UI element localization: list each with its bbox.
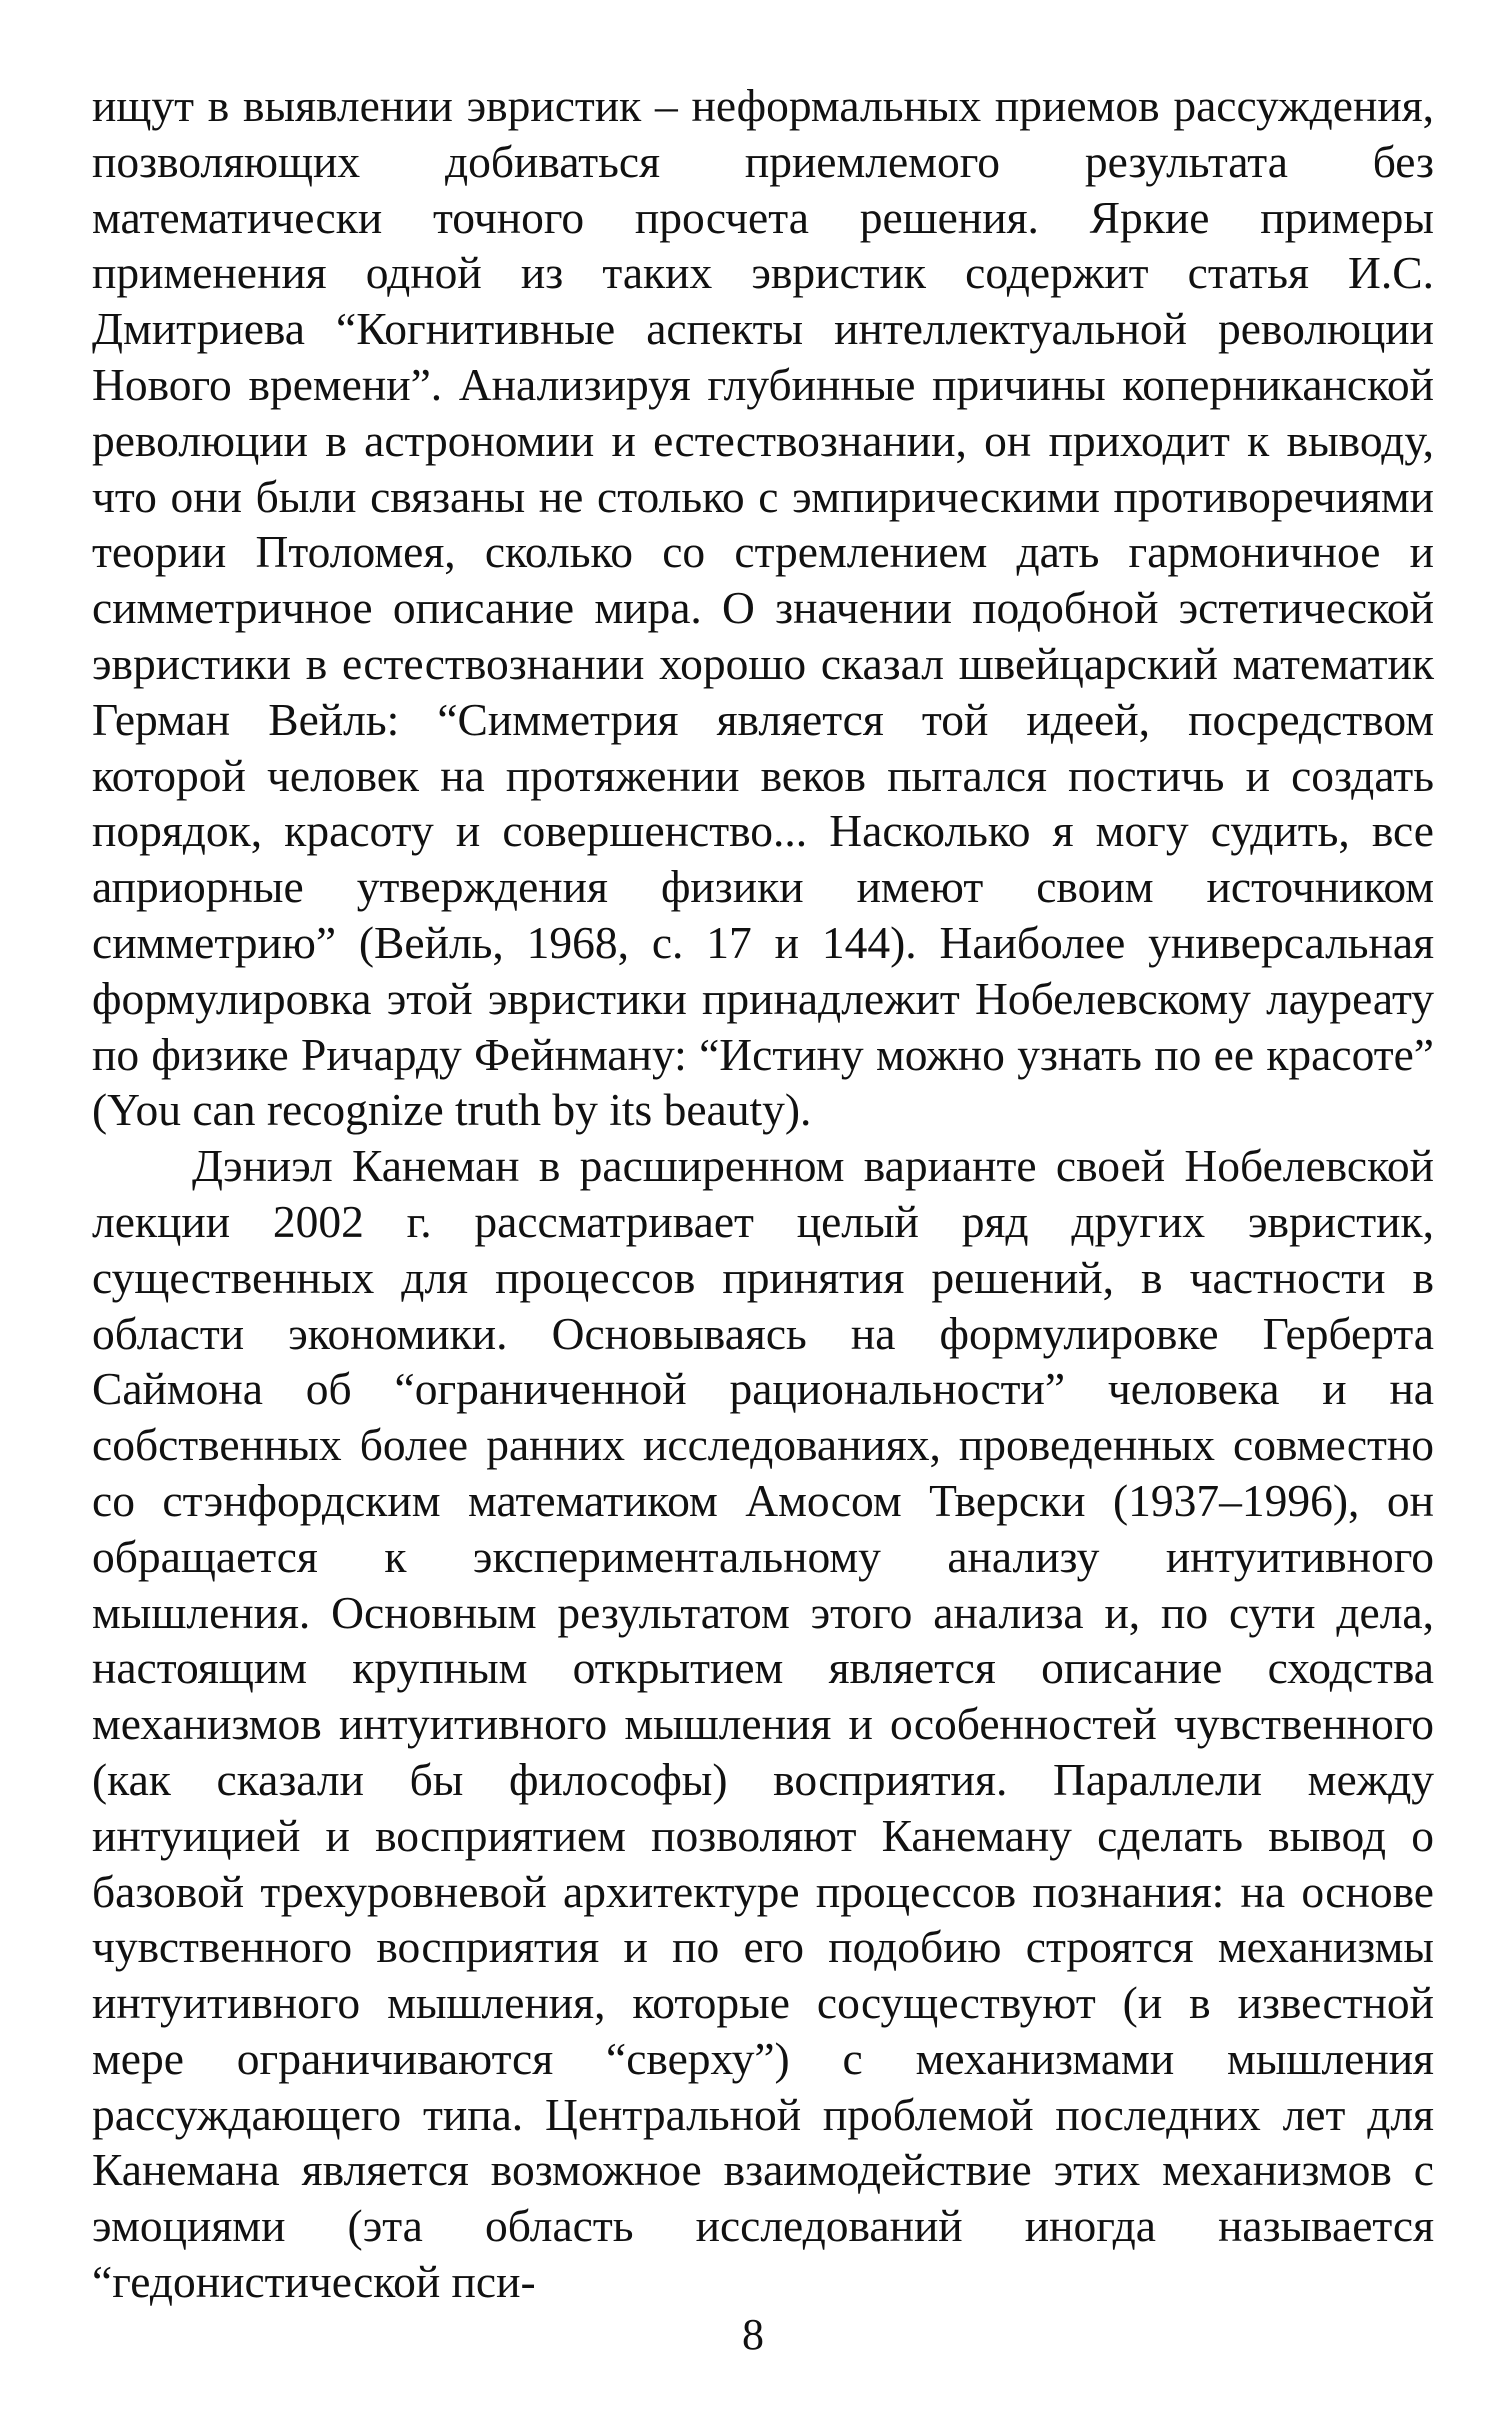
paragraph-1: ищут в выявлении эвристик – неформальных приемов рассуждения, позволяющих добиваться приемлемого результата без математически точного просчета решения. Яркие примеры применения одной из таких эвристик содержит статья И.С. Дмитриева “Когнитивные аспекты интеллектуальной революции Нового времени”. Анализируя глубинные причины коперниканской революции в астрономии и естествознании, он приходит к выводу, что они были связаны не столько с эмпирическими противоречиями теории Птоломея, сколько со стремлением дать гармоничное и симметричное описание мира. О значении подобной эстетической эвристики в естествознании хорошо сказал швейцарский математик Герман Вейль: “Симметрия является той идеей, посредством которой человек на протяжении веков пытался постичь и создать порядок, красоту и совершенство... Насколько я могу судить, все априорные утверждения физики имеют своим источником симметрию” (Вейль, 1968, с. 17 и 144). Наиболее универсальная формулировка этой эвристики принадлежит Нобелевскому лауреату по физике Ричарду Фейнману: “Истину можно узнать по ее красоте” (You can recognize truth by its beauty). (92, 80, 1434, 1136)
page-number: 8 (742, 2310, 764, 2359)
paragraph-2: Дэниэл Канеман в расширенном варианте своей Нобелевской лекции 2002 г. рассматривает целый ряд других эвристик, существенных для процессов принятия решений, в частности в области экономики. Основываясь на формулировке Герберта Саймона об “ограниченной рациональности” человека и на собственных более ранних исследованиях, проведенных совместно со стэнфордским математиком Амосом Тверски (1937–1996), он обращается к экспериментальному анализу интуитивного мышления. Основным результатом этого анализа и, по сути дела, настоящим крупным открытием является описание сходства механизмов интуитивного мышления и особенностей чувственного (как сказали бы философы) восприятия. Параллели между интуицией и восприятием позволяют Канеману сделать вывод о базовой трехуровневой архитектуре процессов познания: на основе чувственного восприятия и по его подобию строятся механизмы интуитивного мышления, которые сосуществуют (и в известной мере ограничиваются “сверху”) с механизмами мышления рассуждающего типа. Центральной проблемой последних лет для Канемана является возможное взаимодействие этих механизмов с эмоциями (эта область исследований иногда называется “гедонистической пси- (92, 1140, 1434, 2308)
body-text (92, 78, 1434, 2310)
